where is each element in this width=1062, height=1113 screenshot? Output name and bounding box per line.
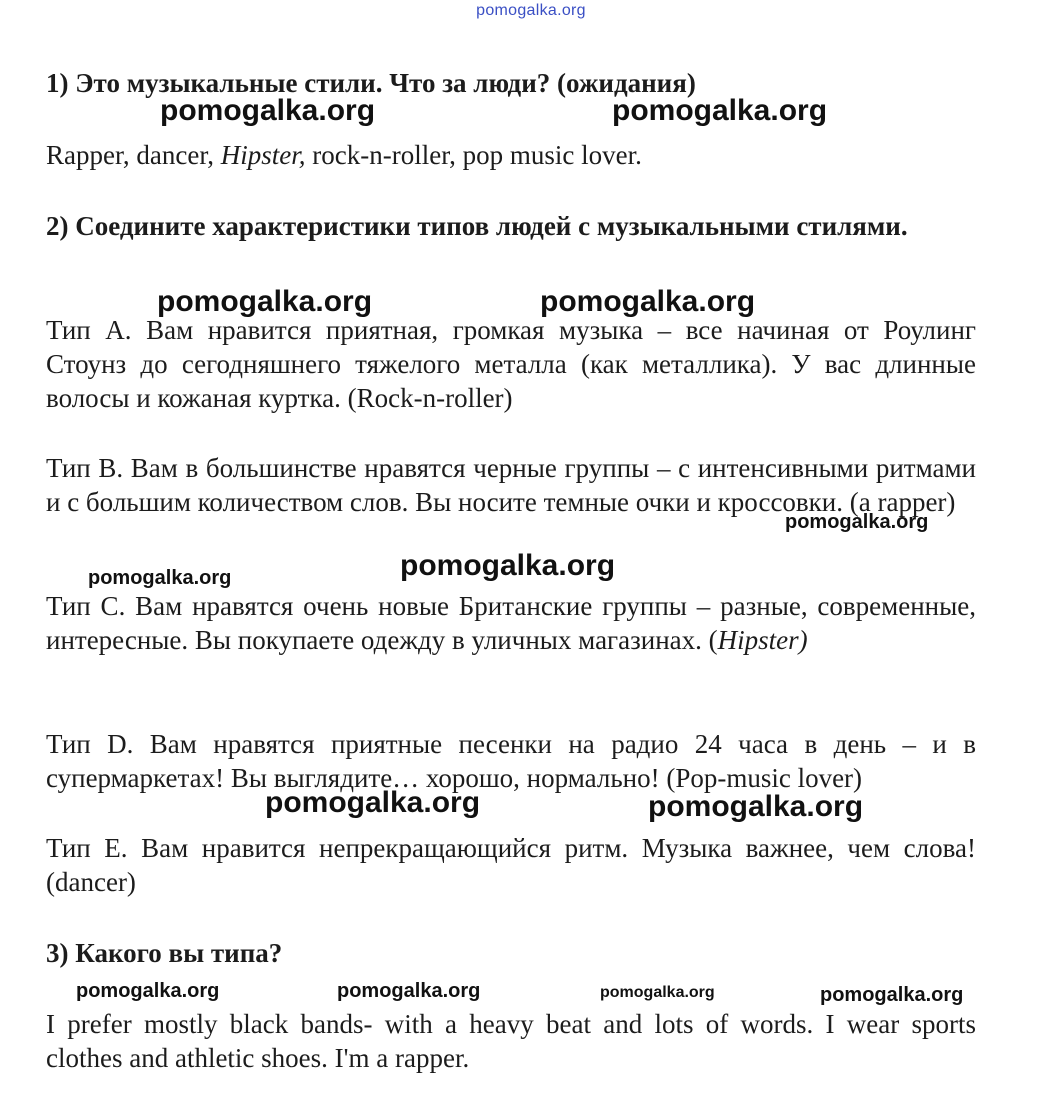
section-2-heading: 2) Соедините характеристики типов людей с музыкальными стилями. — [46, 211, 908, 241]
site-link[interactable]: pomogalka.org — [476, 2, 586, 19]
watermark: pomogalka.org — [400, 549, 616, 582]
styles-list-end: rock-n-roller, pop music lover. — [305, 140, 642, 170]
type-a-paragraph: Тип А. Вам нравится приятная, громкая музыка – все начиная от Роулинг Стоунз до сегодняшнего тяжелого металла (как металлика). У вас длинные волосы и кожаная куртка. (Rock-n-roller) — [46, 315, 976, 413]
watermark: pomogalka.org — [600, 984, 715, 1001]
type-e-paragraph: Тип Е. Вам нравится непрекращающийся ритм. Музыка важнее, чем слова! (dancer) — [46, 833, 976, 897]
watermark: pomogalka.org — [648, 790, 864, 823]
watermark: pomogalka.org — [820, 984, 964, 1006]
section-3-heading: 3) Какого вы типа? — [46, 938, 283, 968]
type-c-text: Тип С. Вам нравятся очень новые Британские группы – разные, современные, интересные. Вы покупаете одежду в уличных магазинах. ( — [46, 591, 976, 655]
watermark: pomogalka.org — [160, 94, 376, 127]
styles-list-hipster: Hipster, — [220, 140, 306, 170]
type-b-paragraph: Тип В. Вам в большинстве нравятся черные группы – с интенсивными ритмами и с большим количеством слов. Вы носите темные очки и кроссовки. (а rapper) — [46, 453, 976, 517]
watermark: pomogalka.org — [76, 980, 220, 1002]
type-c-answer: Hipster) — [717, 625, 808, 655]
watermark: pomogalka.org — [265, 786, 481, 819]
watermark: pomogalka.org — [540, 285, 756, 318]
type-c-paragraph — [46, 589, 976, 657]
watermark: pomogalka.org — [612, 94, 828, 127]
watermark: pomogalka.org — [88, 567, 232, 589]
section-1-styles-list — [46, 138, 976, 172]
watermark: pomogalka.org — [157, 285, 373, 318]
section-3-answer: I prefer mostly black bands- with a heavy beat and lots of words. I wear sports clothes and athletic shoes. I'm a rapper. — [46, 1009, 976, 1073]
section-1-heading: 1) Это музыкальные стили. Что за люди? (ожидания) — [46, 68, 696, 98]
watermark: pomogalka.org — [785, 511, 929, 533]
watermark: pomogalka.org — [337, 980, 481, 1002]
styles-list-start: Rapper, dancer, — [46, 140, 221, 170]
type-d-paragraph: Тип D. Вам нравятся приятные песенки на радио 24 часа в день – и в супермаркетах! Вы выглядите… хорошо, нормально! (Pop-music lover) — [46, 729, 976, 793]
